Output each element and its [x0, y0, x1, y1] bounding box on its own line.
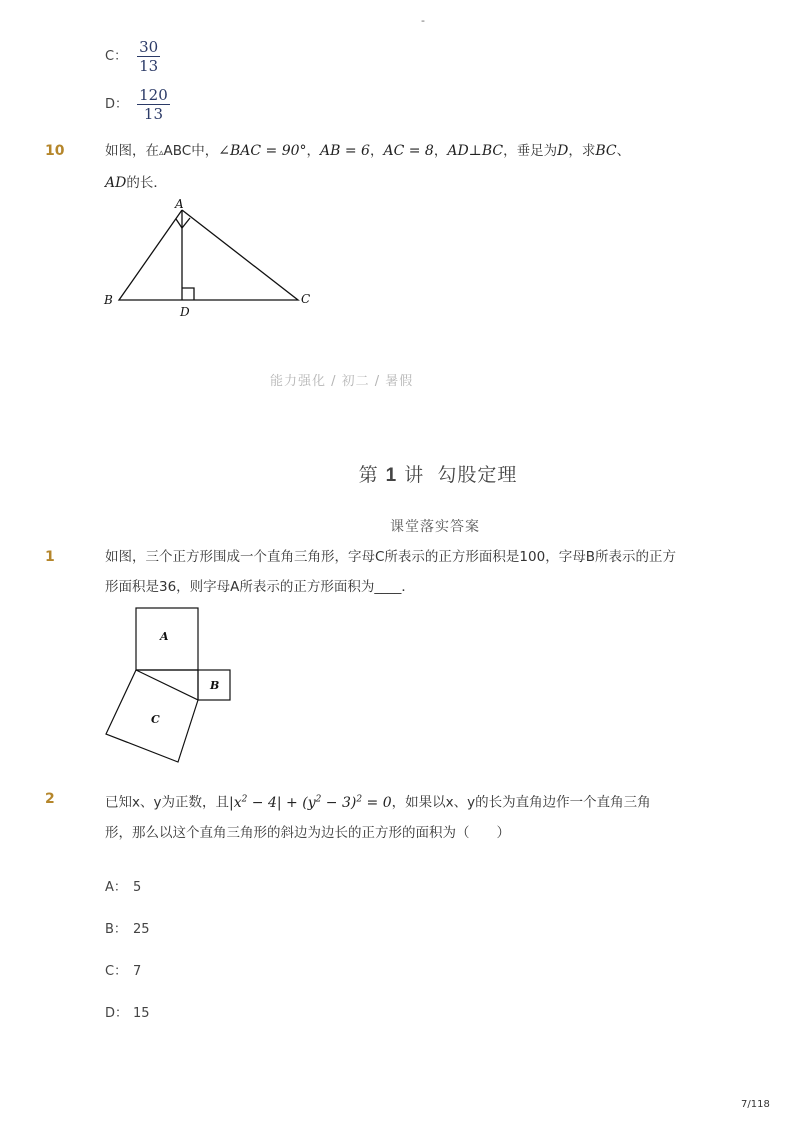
- question-number: 2: [45, 791, 55, 807]
- q10-sep: ，: [369, 143, 384, 159]
- fraction: [137, 86, 170, 123]
- question-number: 1: [45, 549, 55, 565]
- option-label: D：: [105, 97, 129, 112]
- question-1-text: [105, 542, 755, 602]
- label-d: D: [180, 305, 190, 319]
- triangle-icon: ▵: [159, 148, 164, 158]
- right-angle-mark-a: [176, 218, 190, 228]
- triangle-figure: [95, 196, 325, 321]
- option-value: 25: [133, 922, 150, 937]
- label-a: A: [175, 197, 184, 211]
- option-label: D：: [105, 1006, 129, 1021]
- option-value: 5: [133, 880, 142, 895]
- option-b: [105, 918, 150, 937]
- eq-part: − 4| + (y: [247, 794, 316, 811]
- lesson-title: [0, 460, 800, 487]
- squares-figure: [100, 602, 240, 764]
- lesson-prefix: 第: [358, 464, 379, 486]
- question-2-text: [105, 784, 755, 848]
- lesson-number: 1: [385, 465, 398, 486]
- option-value: 7: [133, 964, 142, 979]
- right-angle-mark-d: [182, 288, 194, 300]
- option-c: [105, 960, 141, 979]
- denominator: 13: [139, 57, 159, 75]
- lesson-name: 勾股定理: [437, 464, 518, 486]
- math-ad: AD: [105, 175, 127, 191]
- fraction: [137, 38, 160, 75]
- eq-part: |x: [228, 794, 242, 811]
- q10-sep: ，: [306, 143, 321, 159]
- option-value: 15: [133, 1006, 150, 1021]
- label-b: B: [104, 293, 113, 307]
- lesson-subtitle: 课堂落实答案: [390, 519, 480, 535]
- math-ac: AC = 8: [383, 143, 434, 159]
- q10-text-6: 的长．: [126, 175, 167, 191]
- numerator: 30: [139, 38, 159, 56]
- q1-line-1: 如图，三个正方形围成一个直角三角形，字母C所表示的正方形面积是100，字母B所表示的正方: [105, 549, 676, 565]
- triangle-abc: [119, 210, 298, 300]
- math-perp: AD⊥BC: [447, 143, 504, 159]
- math-ab: AB = 6: [320, 143, 370, 159]
- q10-sep: ，: [433, 143, 448, 159]
- q10-text-5: 、: [616, 143, 631, 159]
- page-number: 7/118: [741, 1099, 770, 1110]
- question-number: 10: [45, 143, 65, 159]
- numerator: 120: [139, 86, 168, 104]
- option-label: B：: [105, 922, 127, 937]
- q10-text-1: 如图，在: [105, 143, 159, 159]
- lesson-suffix: 讲: [404, 464, 425, 486]
- math-angle: ∠BAC = 90°: [218, 143, 307, 159]
- header-mark: -: [421, 14, 425, 27]
- q2-text-1: 已知x、y为正数，且: [105, 794, 229, 811]
- label-b: B: [210, 679, 220, 692]
- eq-exponent: 2: [356, 794, 363, 804]
- eq-part: − 3): [321, 794, 357, 811]
- prev-option-c: [105, 38, 160, 75]
- eq-exponent: 2: [315, 794, 322, 804]
- label-c: C: [151, 713, 160, 726]
- math-d: D: [557, 143, 569, 159]
- q2-text-2: ，如果以x、y的长为直角边作一个直角三角: [391, 794, 651, 811]
- denominator: 13: [143, 105, 163, 123]
- option-label: A：: [105, 880, 127, 895]
- q10-text-2: ABC中，: [163, 143, 219, 159]
- math-equation: [229, 795, 392, 811]
- page-footer: 能力强化 / 初二 / 暑假: [270, 374, 414, 389]
- q10-text-4: ，求: [568, 143, 596, 159]
- option-d: [105, 1002, 150, 1021]
- q10-text-3: ，垂足为: [503, 143, 558, 159]
- q1-line-2: 形面积是36，则字母A所表示的正方形面积为____．: [105, 579, 415, 595]
- question-10-text: [105, 136, 745, 198]
- option-a: [105, 876, 141, 895]
- label-c: C: [301, 292, 311, 306]
- eq-exponent: 2: [241, 794, 248, 804]
- math-bc: BC: [595, 143, 617, 159]
- option-label: C：: [105, 964, 128, 979]
- prev-option-d: [105, 86, 170, 123]
- q2-line-2: 形，那么以这个直角三角形的斜边为边长的正方形的面积为（ ）: [105, 824, 510, 841]
- eq-part: = 0: [362, 794, 392, 811]
- label-a: A: [160, 630, 169, 643]
- option-label: C：: [105, 49, 128, 64]
